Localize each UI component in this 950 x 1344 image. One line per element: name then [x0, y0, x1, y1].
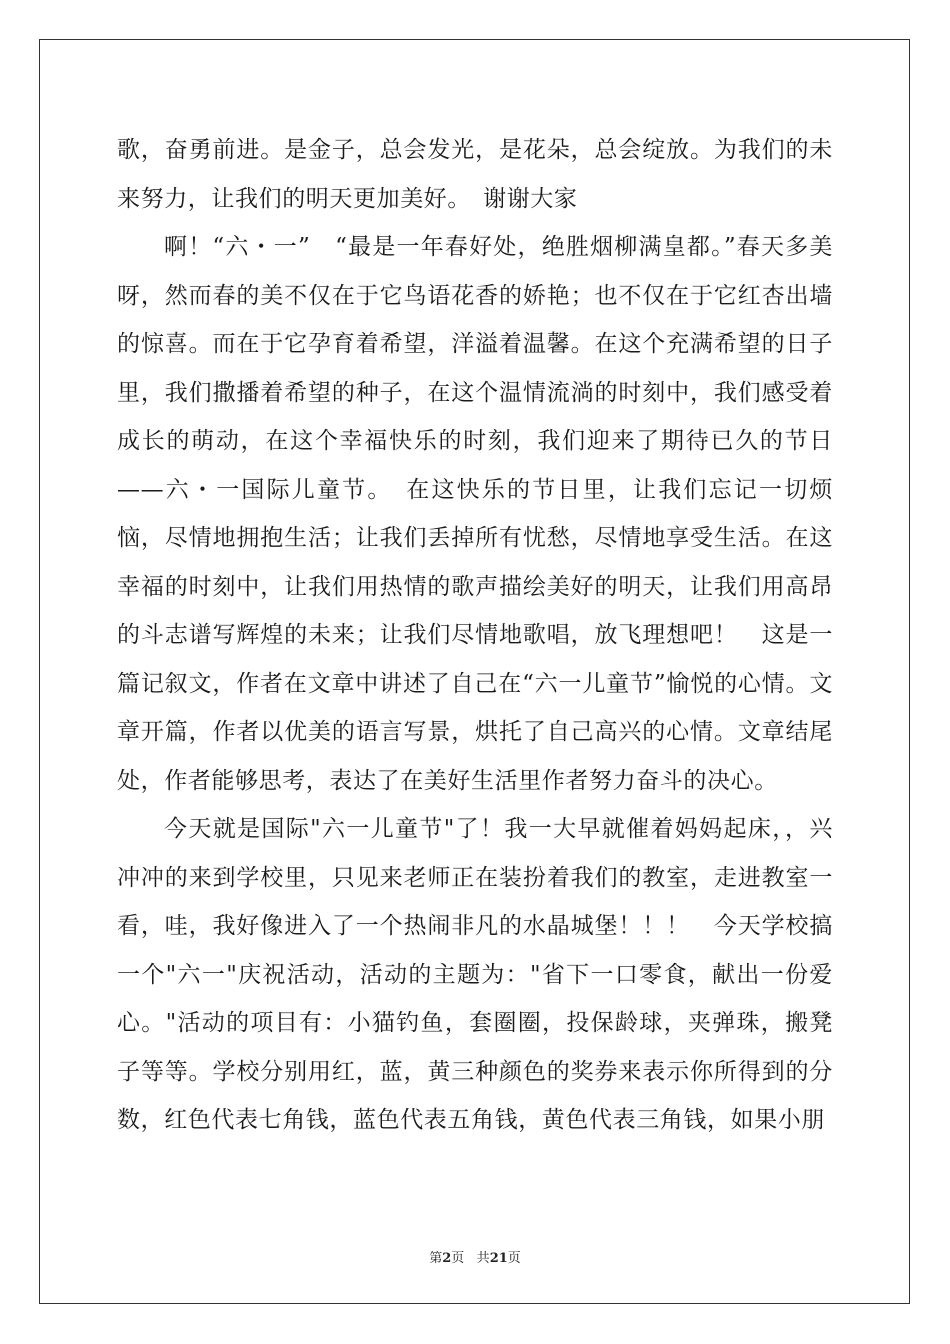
- page-number-prefix: 第: [429, 1251, 443, 1266]
- page-number-current: 2: [442, 1251, 452, 1266]
- page-number-unit: 页: [451, 1251, 465, 1266]
- paragraph-2: 啊！“六・一” “最是一年春好处，绝胜烟柳满皇都。”春天多美呀，然而春的美不仅在于它鸟语花香的娇艳；也不仅在于它红杏出墙的惊喜。而在于它孕育着希望，洋溢着温馨。在这个充满希望的日子里，我们撒播着希望的种子，在这个温情流淌的时刻中，我们感受着成长的萌动，在这个幸福快乐的时刻，我们迎来了期待已久的节日——六・一国际儿童节。 在这快乐的节日里，让我们忘记一切烦恼，尽情地拥抱生活；让我们丢掉所有忧愁，尽情地享受生活。在这幸福的时刻中，让我们用热情的歌声描绘美好的明天，让我们用高昂的斗志谱写辉煌的未来；让我们尽情地歌唱，放飞理想吧！ 这是一篇记叙文，作者在文章中讲述了自己在“六一儿童节”愉悦的心情。文章开篇，作者以优美的语言写景，烘托了自己高兴的心情。文章结尾处，作者能够思考，表达了在美好生活里作者努力奋斗的决心。: [117, 234, 833, 794]
- page-total-prefix: 共: [476, 1251, 490, 1266]
- page-footer: [0, 1247, 950, 1266]
- paragraph-3: 今天就是国际"六一儿童节"了！我一大早就催着妈妈起床，，兴冲冲的来到学校里，只见来老师正在装扮着我们的教室，走进教室一看，哇，我好像进入了一个热闹非凡的水晶城堡！！！ 今天学校搞一个"六一"庆祝活动，活动的主题为："省下一口零食，献出一份爱心。"活动的项目有：小猫钓鱼，套圈圈，投保龄球，夹弹珠，搬凳子等等。学校分别用红，蓝，黄三种颜色的奖券来表示你所得到的分数，红色代表七角钱，蓝色代表五角钱，黄色代表三角钱，如果小朋: [117, 816, 833, 1133]
- page-total-unit: 页: [507, 1251, 521, 1266]
- paragraph-1: 歌，奋勇前进。是金子，总会发光，是花朵，总会绽放。为我们的未来努力，让我们的明天更加美好。 谢谢大家: [117, 137, 833, 212]
- page-total-count: 21: [489, 1251, 508, 1266]
- document-body: [117, 126, 833, 1145]
